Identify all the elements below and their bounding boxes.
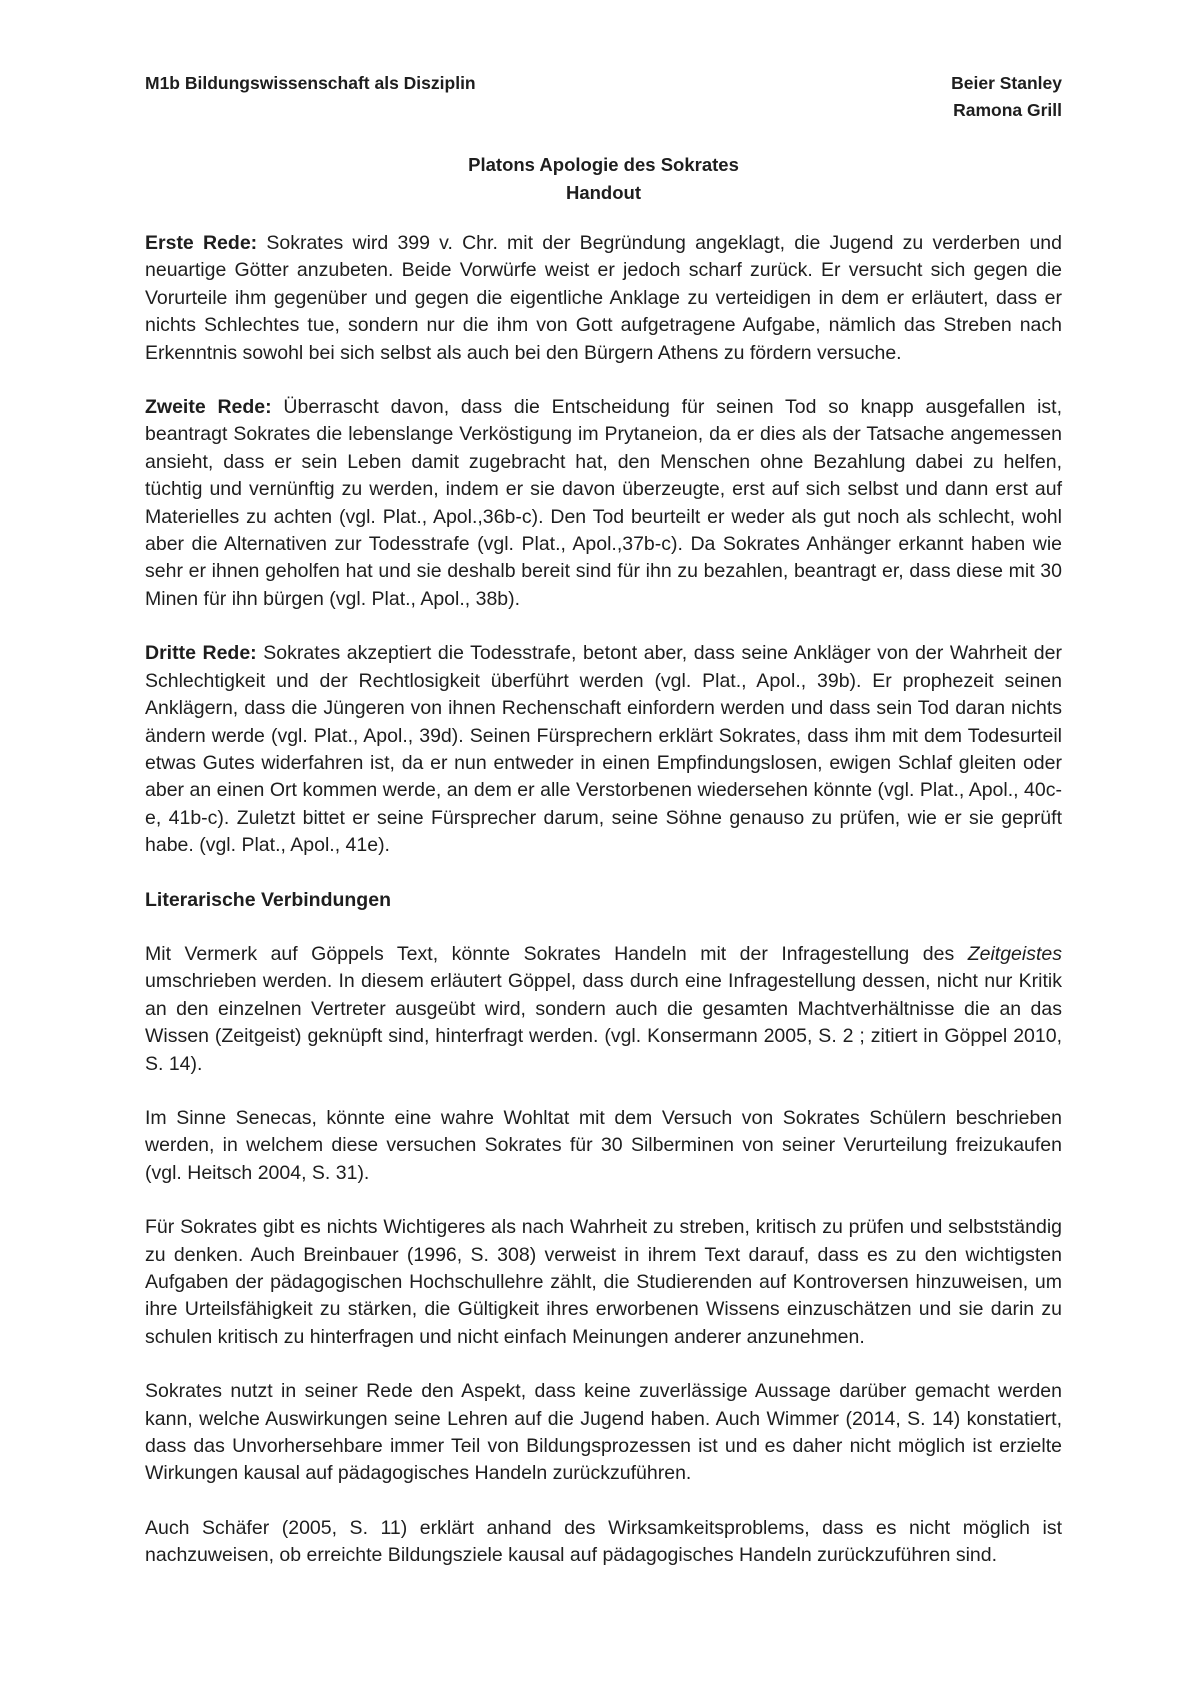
- course-title: M1b Bildungswissenschaft als Disziplin: [145, 73, 476, 93]
- paragraph-text: Überrascht davon, dass die Entscheidung für seinen Tod so knapp ausgefallen ist, beantragt Sokrates die lebenslange Verköstigung im Prytaneion, da er dies als der Tatsache angemessen ansieht, dass er sein Leben damit zugebracht hat, den Menschen ohne Bezahlung dabei zu helfen, tüchtig und vernünftig zu werden, indem er sie davon überzeugte, erst auf sich selbst und dann erst auf Materielles zu achten (vgl. Plat., Apol.,36b-c). Den Tod beurteilt er weder als gut noch als schlecht, wohl aber die Alternativen zur Todesstrafe (vgl. Plat., Apol.,37b-c). Da Sokrates Anhänger erkannt haben wie sehr er ihnen geholfen hat und sie deshalb bereit sind für ihn zu bezahlen, beantragt er, dass diese mit 30 Minen für ihn bürgen (vgl. Plat., Apol., 38b).: [145, 396, 1062, 610]
- paragraph-second-speech: [145, 394, 1062, 613]
- paragraph-label: Dritte Rede:: [145, 642, 257, 665]
- paragraph-text: Mit Vermerk auf Göppels Text, könnte Sokrates Handeln mit der Infragestellung des: [145, 942, 968, 965]
- document-title: [145, 151, 1062, 207]
- paragraph-schaefer: Auch Schäfer (2005, S. 11) erklärt anhand des Wirksamkeitsproblems, dass es nicht möglich ist nachzuweisen, ob erreichte Bildungsziele kausal auf pädagogisches Handeln zurückzuführen sind.: [145, 1516, 1062, 1567]
- document-page: [145, 70, 1062, 1570]
- title-main: Platons Apologie des Sokrates: [468, 154, 739, 175]
- author-list: [951, 70, 1062, 124]
- emphasis-term: Zeitgeistes: [967, 942, 1062, 965]
- paragraph-breinbauer: Für Sokrates gibt es nichts Wichtigeres als nach Wahrheit zu streben, kritisch zu prüfen und selbstständig zu denken. Auch Breinbauer (1996, S. 308) verweist in ihrem Text darauf, dass es zu den wichtigsten Aufgaben der pädagogischen Hochschullehre zählt, die Studierenden auf Kontroversen hinzuweisen, um ihre Urteilsfähigkeit zu stärken, die Gültigkeit ihres erworbenen Wissens einzuschätzen und sie darin zu schulen kritisch zu hinterfragen und nicht einfach Meinungen anderer anzunehmen.: [145, 1216, 1062, 1348]
- paragraph-text: umschrieben werden. In diesem erläutert Göppel, dass durch eine Infragestellung dessen, nicht nur Kritik an den einzelnen Vertreter ausgeübt wird, sondern auch die gesamten Machtverhältnisse die an das Wissen (Zeitgeist) geknüpft sind, hinterfragt werden. (vgl. Konsermann 2005, S. 2 ; zitiert in Göppel 2010, S. 14).: [145, 970, 1062, 1075]
- title-sub: Handout: [565, 182, 641, 203]
- paragraph-text: Sokrates wird 399 v. Chr. mit der Begründung angeklagt, die Jugend zu verderben und neuartige Götter anzubeten. Beide Vorwürfe weist er jedoch scharf zurück. Er versucht sich gegen die Vorurteile ihm gegenüber und gegen die eigentliche Anklage zu verteidigen in dem er erläutert, dass er nichts Schlechtes tue, sondern nur die ihm von Gott aufgetragene Aufgabe, nämlich das Streben nach Erkenntnis sowohl bei sich selbst als auch bei den Bürgern Athens zu fördern versuche.: [145, 232, 1062, 364]
- paragraph-text: Sokrates akzeptiert die Todesstrafe, betont aber, dass seine Ankläger von der Wahrheit der Schlechtigkeit und der Rechtlosigkeit überführt werden (vgl. Plat., Apol., 39b). Er prophezeit seinen Anklägern, dass die Jüngeren von ihnen Rechenschaft einfordern werden und dass sein Tod daran nichts ändern werde (vgl. Plat., Apol., 39d). Seinen Fürsprechern erklärt Sokrates, dass ihm mit dem Todesurteil etwas Gutes widerfahren ist, da er nun entweder in einen Empfindungslosen, ewigen Schlaf gleiten oder aber an einen Ort kommen werde, an dem er alle Verstorbenen wiedersehen könnte (vgl. Plat., Apol., 40c-e, 41b-c). Zuletzt bittet er seine Fürsprecher darum, seine Söhne genauso zu prüfen, wie er sie geprüft habe. (vgl. Plat., Apol., 41e).: [145, 642, 1062, 857]
- section-heading: Literarische Verbindungen: [145, 888, 391, 911]
- paragraph-third-speech: [145, 640, 1062, 859]
- paragraph-first-speech: [145, 230, 1062, 367]
- author-name: Beier Stanley: [951, 73, 1062, 93]
- paragraph-wimmer: Sokrates nutzt in seiner Rede den Aspekt, dass keine zuverlässige Aussage darüber gemacht werden kann, welche Auswirkungen seine Lehren auf die Jugend haben. Auch Wimmer (2014, S. 14) konstatiert, dass das Unvorhersehbare immer Teil von Bildungsprozessen ist und es daher nicht möglich ist erzielte Wirkungen kausal auf pädagogisches Handeln zurückzuführen.: [145, 1380, 1062, 1485]
- paragraph-label: Erste Rede:: [145, 232, 258, 254]
- author-name: Ramona Grill: [953, 100, 1062, 120]
- paragraph-goeppel: [145, 941, 1062, 1078]
- paragraph-seneca: Im Sinne Senecas, könnte eine wahre Wohltat mit dem Versuch von Sokrates Schülern beschrieben werden, in welchem diese versuchen Sokrates für 30 Silberminen von seiner Verurteilung freizukaufen (vgl. Heitsch 2004, S. 31).: [145, 1106, 1062, 1184]
- paragraph-label: Zweite Rede:: [145, 396, 272, 419]
- page-header: [145, 70, 1062, 126]
